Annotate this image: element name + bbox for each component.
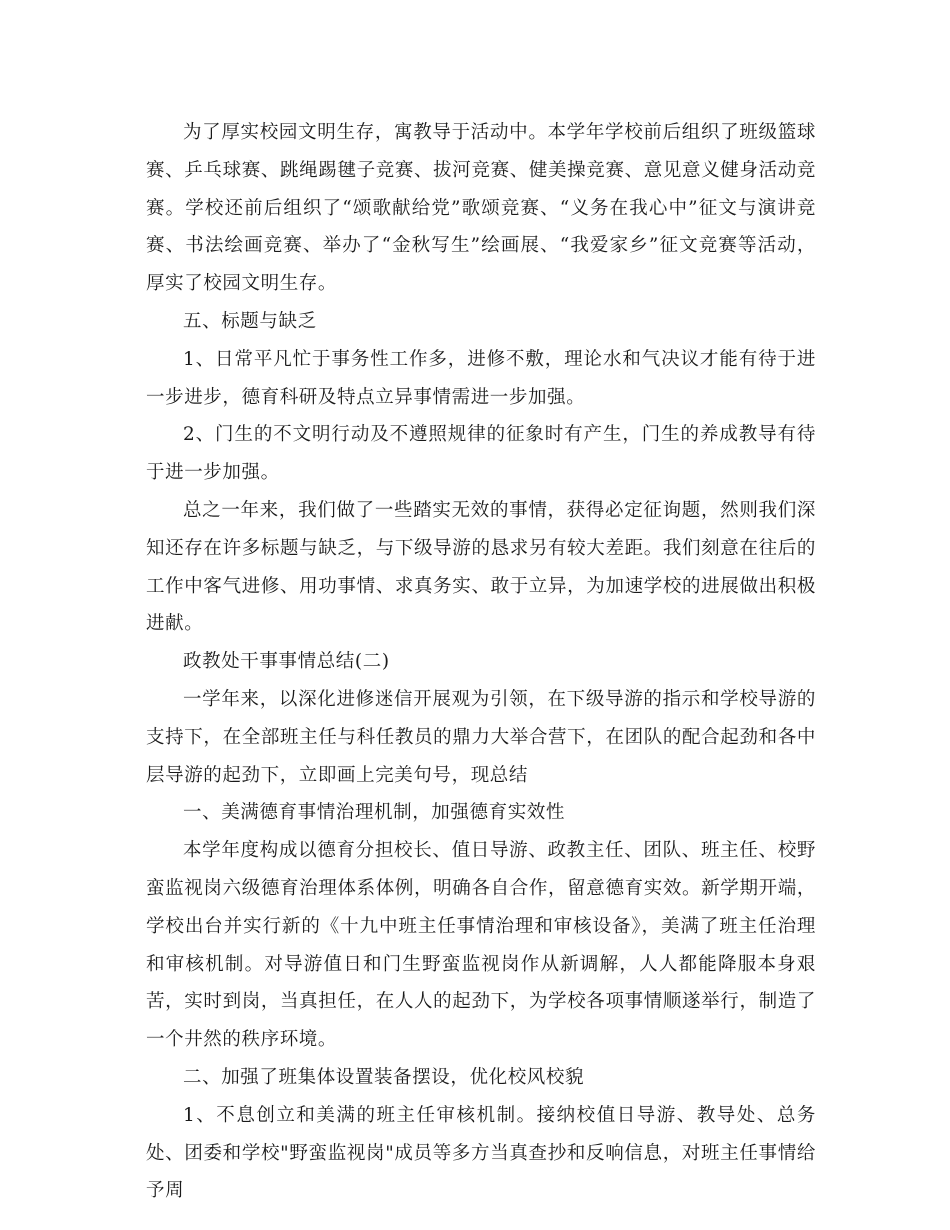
paragraph-mechanism: 本学年度构成以德育分担校长、值日导游、政教主任、团队、班主任、校野蛮监视岗六级德育治理体系体例，明确各自合作，留意德育实效。新学期开端，学校出台并实行新的《十九中班主任事情治理和审核设备》，美满了班主任治理和审核机制。对导游值日和门生野蛮监视岗作从新调解，人人都能降服本身艰苦，实时到岗，当真担任，在人人的起劲下，为学校各项事情顺遂举行，制造了一个井然的秩序环境。 bbox=[146, 840, 816, 1051]
paragraph-problem-2: 2、门生的不文明行动及不遵照规律的征象时有产生，门生的养成教导有待于进一步加强。 bbox=[146, 424, 816, 484]
paragraph-problem-1: 1、日常平凡忙于事务性工作多，进修不敷，理论水和气决议才能有待于进一步进步，德育科研及特点立异事情需进一步加强。 bbox=[146, 348, 816, 408]
section-title-summary-2: 政教处干事事情总结(二) bbox=[183, 651, 390, 673]
paragraph-intro: 一学年来，以深化进修迷信开展观为引领，在下级导游的指示和学校导游的支持下，在全部班主任与科任教员的鼎力大举合营下，在团队的配合起劲和各中层导游的起劲下，立即画上完美句号，现总结 bbox=[146, 688, 816, 786]
section-heading-problems: 五、标题与缺乏 bbox=[183, 310, 317, 332]
paragraph-assessment: 1、不息创立和美满的班主任审核机制。接纳校值日导游、教导处、总务处、团委和学校"野蛮监视岗"成员等多方当真查抄和反响信息，对班主任事情给予周 bbox=[146, 1104, 816, 1202]
section-heading-2: 二、加强了班集体设置装备摆设，优化校风校貌 bbox=[183, 1066, 585, 1088]
document-body bbox=[146, 114, 816, 1210]
paragraph-activities: 为了厚实校园文明生存，寓教导于活动中。本学年学校前后组织了班级篮球赛、乒乓球赛、跳绳踢毽子竞赛、拔河竞赛、健美操竞赛、意见意义健身活动竞赛。学校还前后组织了“颂歌献给党”歌颂竞赛、“义务在我心中”征文与演讲竞赛、书法绘画竞赛、举办了“金秋写生”绘画展、“我爱家乡”征文竞赛等活动，厚实了校园文明生存。 bbox=[146, 122, 816, 295]
section-heading-1: 一、美满德育事情治理机制，加强德育实效性 bbox=[183, 802, 566, 824]
paragraph-conclusion: 总之一年来，我们做了一些踏实无效的事情，获得必定征询题，然则我们深知还存在许多标题与缺乏，与下级导游的恳求另有较大差距。我们刻意在往后的工作中客气进修、用功事情、求真务实、敢于立异，为加速学校的进展做出积极进献。 bbox=[146, 499, 816, 635]
